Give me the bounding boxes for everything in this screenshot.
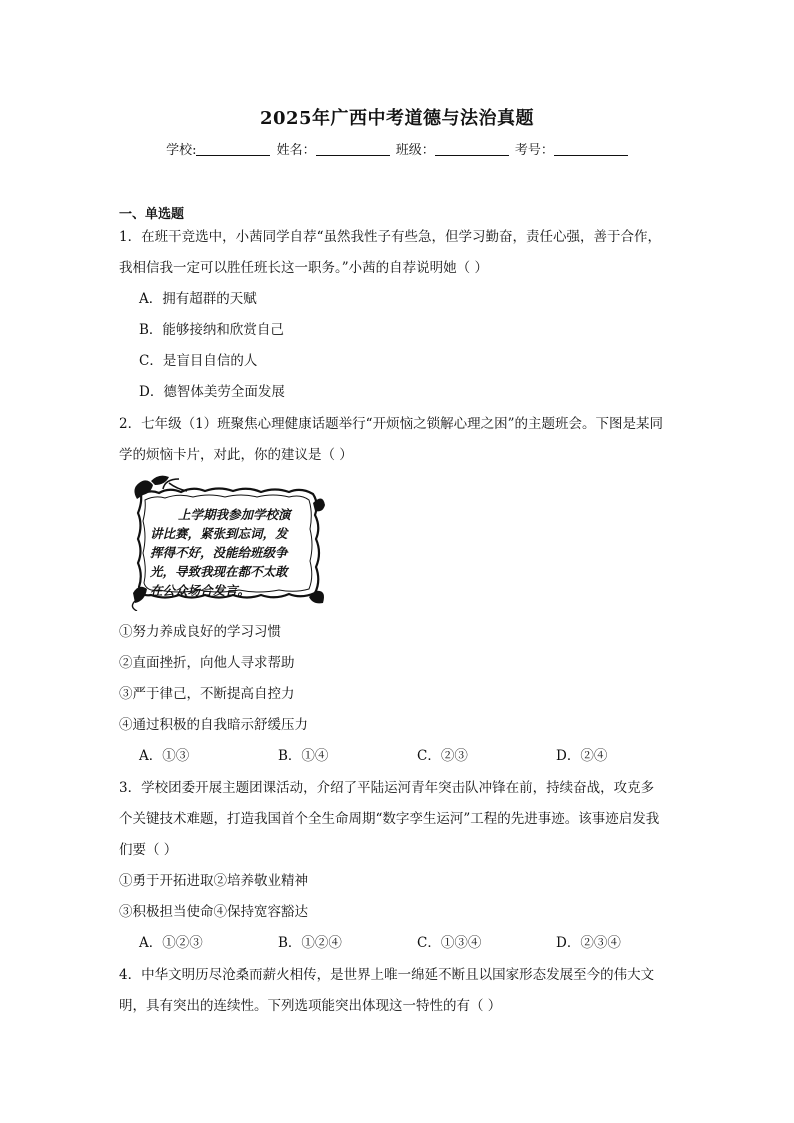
- q3-stem-line1: 3．学校团委开展主题团课活动，介绍了平陆运河青年突击队冲锋在前，持续奋战，攻克多: [119, 780, 655, 796]
- q2-choice-b: B．①④: [278, 748, 329, 764]
- q2-item-1: ①努力养成良好的学习习惯: [119, 624, 281, 640]
- q3-stem-line3: 们要（ ）: [119, 842, 178, 858]
- q1-option-d: D．德智体美劳全面发展: [139, 384, 285, 400]
- q4-stem-line2: 明，具有突出的连续性。下列选项能突出体现这一特性的有（ ）: [119, 998, 502, 1014]
- name-blank[interactable]: [316, 142, 390, 156]
- leaf-decoration-bottom-left: [133, 587, 147, 603]
- card-line-3: 挥得不好，没能给班级争: [150, 545, 288, 560]
- name-label: 姓名：: [276, 143, 316, 158]
- q3-stem-line2: 个关键技术难题，打造我国首个全生命周期“数字孪生运河”工程的先进事迹。该事迹启发我: [119, 811, 660, 827]
- class-blank[interactable]: [435, 142, 509, 156]
- examno-blank[interactable]: [554, 142, 628, 156]
- card-line-2: 讲比赛，紧张到忘词，发: [150, 526, 288, 541]
- q4-stem-line1: 4．中华文明历尽沧桑而薪火相传，是世界上唯一绵延不断且以国家形态发展至今的伟大文: [119, 967, 655, 983]
- section-heading: 一、单选题: [119, 207, 185, 222]
- q2-item-4: ④通过积极的自我暗示舒缓压力: [119, 717, 308, 733]
- q3-choice-d: D．②③④: [556, 935, 621, 951]
- card-line-4: 光，导致我现在都不太敢: [150, 564, 288, 579]
- q2-stem-line1: 2．七年级（1）班聚焦心理健康话题举行“开烦恼之锁解心理之困”的主题班会。下图是某同: [119, 416, 663, 432]
- q2-choice-a: A．①③: [139, 748, 190, 764]
- q1-option-a: A．拥有超群的天赋: [139, 291, 257, 307]
- q3-choice-b: B．①②④: [278, 935, 342, 951]
- q3-choice-a: A．①②③: [139, 935, 203, 951]
- q2-choice-c: C．②③: [417, 748, 468, 764]
- class-label: 班级：: [395, 143, 435, 158]
- page-title: 2025年广西中考道德与法治真题: [259, 108, 535, 129]
- q2-item-3: ③严于律己，不断提高自控力: [119, 686, 295, 702]
- card-line-1: 上学期我参加学校演: [178, 507, 291, 522]
- q3-choices: [139, 933, 695, 953]
- q1-option-b: B．能够接纳和欣赏自己: [139, 322, 284, 338]
- school-blank[interactable]: [196, 142, 270, 156]
- q1-stem-line1: 1．在班干竞选中，小茜同学自荐“虽然我性子有些急，但学习勤奋，责任心强，善于合作，: [119, 229, 661, 245]
- q3-item-line-1: ①勇于开拓进取②培养敬业精神: [119, 873, 308, 889]
- q2-choice-d: D．②④: [556, 748, 608, 764]
- student-info-line: [0, 139, 794, 158]
- card-line-5: 在公众场合发言。: [150, 583, 251, 598]
- q1-stem-line2: 我相信我一定可以胜任班长这一职务。”小茜的自荐说明她（ ）: [119, 260, 488, 276]
- q2-item-2: ②直面挫折，向他人寻求帮助: [119, 655, 295, 671]
- q2-stem-line2: 学的烦恼卡片，对此，你的建议是（ ）: [119, 447, 353, 463]
- examno-label: 考号：: [514, 143, 554, 158]
- school-label: 学校:: [166, 143, 197, 158]
- q1-option-c: C．是盲目自信的人: [139, 353, 258, 369]
- q3-item-line-2: ③积极担当使命④保持宽容豁达: [119, 904, 308, 920]
- worry-card-text: [150, 505, 306, 600]
- q3-choice-c: C．①③④: [417, 935, 482, 951]
- q2-choices: [139, 746, 695, 766]
